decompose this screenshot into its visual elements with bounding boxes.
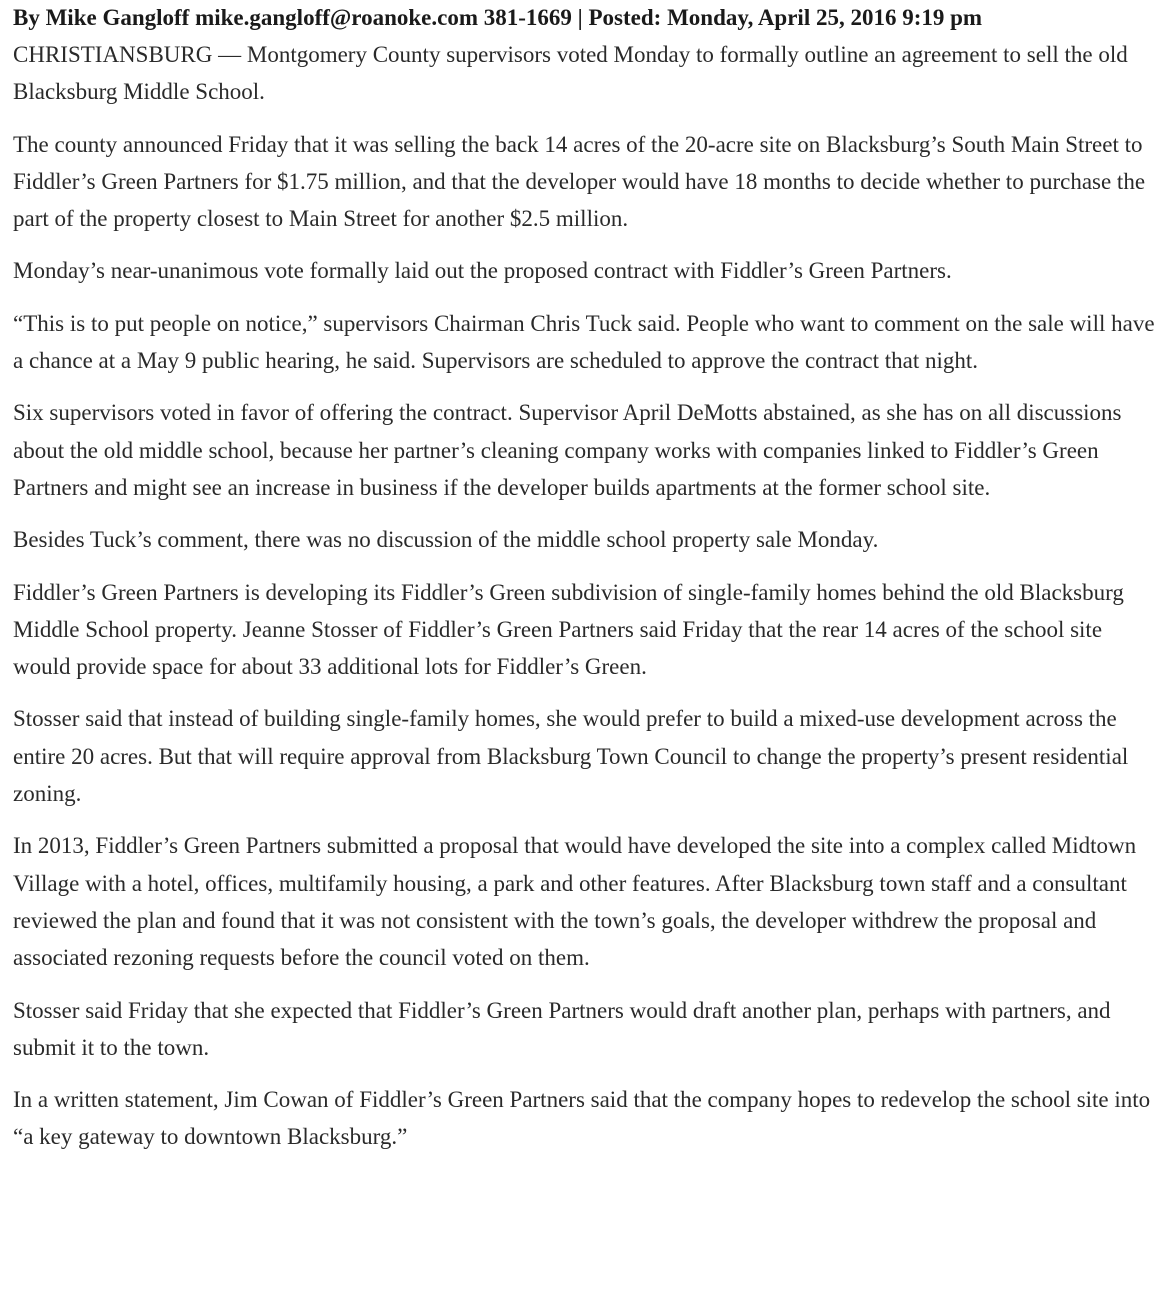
paragraph-2: The county announced Friday that it was selling the back 14 acres of the 20-acre site on Blacksburg’s South Main Street to Fiddler’s Green Partners for $1.75 million, and that the developer would have 18 months to decide whether to purchase the part of the property closest to Main Street for another $2.5 million. <box>13 131 1146 232</box>
paragraph-7: Fiddler’s Green Partners is developing its Fiddler’s Green subdivision of single-family homes behind the old Blacksburg Middle School property. Jeanne Stosser of Fiddler’s Green Partners said Friday that the rear 14 acres of the school site would provide space for about 33 additional lots for Fiddler’s Green. <box>13 579 1124 680</box>
byline-phone: 381-1669 <box>483 5 572 30</box>
byline-separator: | <box>577 5 583 30</box>
paragraph-10: Stosser said Friday that she expected that Fiddler’s Green Partners would draft another plan, perhaps with partners, and submit it to the town. <box>13 997 1111 1060</box>
byline-email: mike.gangloff@roanoke.com <box>195 5 478 30</box>
paragraph-9: In 2013, Fiddler’s Green Partners submitted a proposal that would have developed the site into a complex called Midtown Village with a hotel, offices, multifamily housing, a park and other features. After Blacksburg town staff and a consultant reviewed the plan and found that it was not consistent with the town’s goals, the developer withdrew the proposal and associated rezoning requests before the council voted on them. <box>13 833 1137 971</box>
paragraph-4: “This is to put people on notice,” supervisors Chairman Chris Tuck said. People who want to comment on the sale will have a chance at a May 9 public hearing, he said. Supervisors are scheduled to approve the contract that night. <box>13 310 1155 374</box>
byline-author: By Mike Gangloff <box>13 5 190 30</box>
paragraph-11: In a written statement, Jim Cowan of Fiddler’s Green Partners said that the company hopes to redevelop the school site into “a key gateway to downtown Blacksburg.” <box>13 1087 1151 1150</box>
byline <box>13 0 1158 36</box>
paragraph-3: Monday’s near-unanimous vote formally laid out the proposed contract with Fiddler’s Green Partners. <box>13 258 952 284</box>
paragraph-8: Stosser said that instead of building single-family homes, she would prefer to build a mixed-use development across the entire 20 acres. But that will require approval from Blacksburg Town Council to change the property’s present residential zoning. <box>13 706 1129 807</box>
paragraph-6: Besides Tuck’s comment, there was no discussion of the middle school property sale Monday. <box>13 527 879 553</box>
paragraph-1: CHRISTIANSBURG — Montgomery County supervisors voted Monday to formally outline an agreement to sell the old Blacksburg Middle School. <box>13 42 1128 105</box>
paragraph-5: Six supervisors voted in favor of offering the contract. Supervisor April DeMotts abstained, as she has on all discussions about the old middle school, because her partner’s cleaning company works with companies linked to Fiddler’s Green Partners and might see an increase in business if the developer builds apartments at the former school site. <box>13 400 1122 500</box>
byline-posted-date: Posted: Monday, April 25, 2016 9:19 pm <box>588 5 983 30</box>
